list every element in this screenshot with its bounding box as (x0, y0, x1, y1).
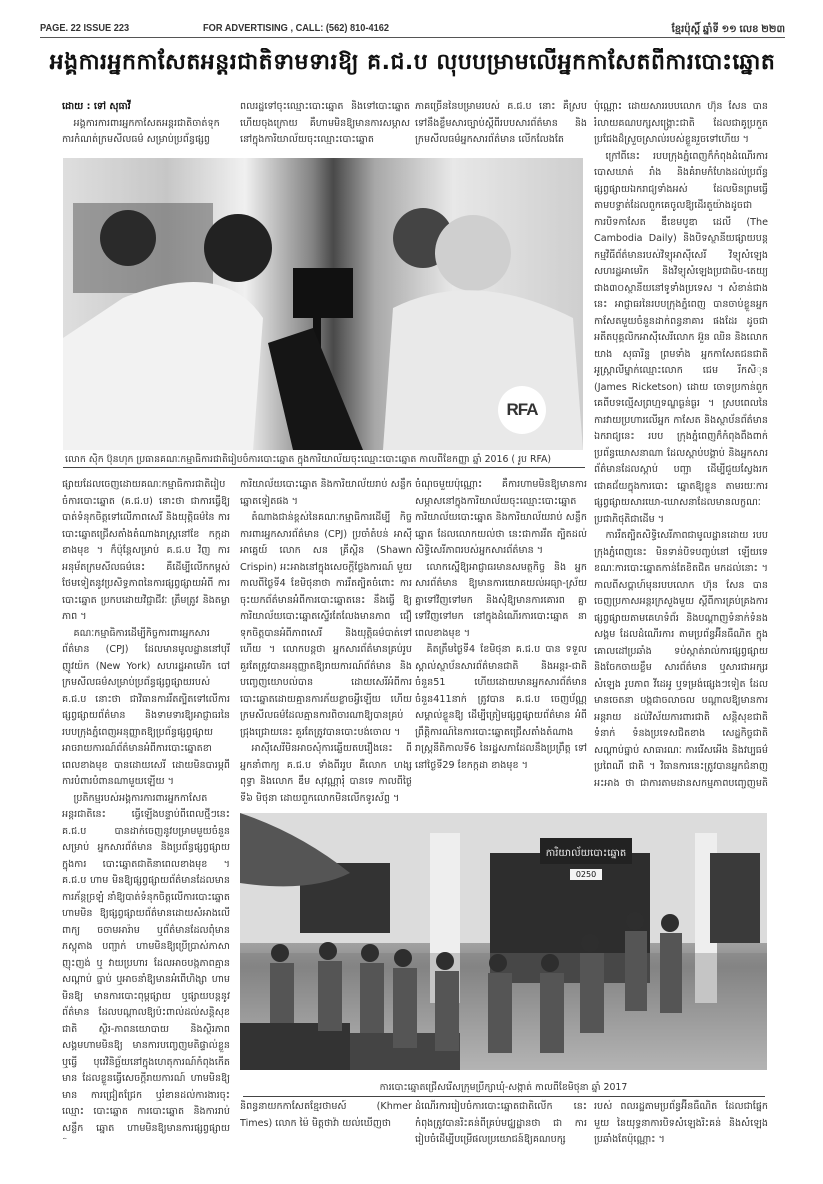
polling-sign-number: 0250 (575, 870, 597, 879)
caption-rule (63, 467, 585, 468)
paragraph: ប៉ុណ្ណោះ ដោយសាររបបលោក ហ៊ុន សែន បាន រំលាយគណបក្សសង្គ្រោះជាតិ ដែលជាគូប្រកួត ប្រជែងដ៏ស្រួចស្រាល់របស់ខ្លួនរួចទៅហើយ ។ (594, 101, 768, 145)
paragraph: ក្រៅពីនេះ របបក្រុងភ្នំពេញក៏កំពុងដំណើរការ បោសឃាត់ រាំង និងគំរាមកំហែងដល់ប្រព័ន្ធផ្សព្វផ្សាយឯករាជ្យទាំងអស់ ដែលមិនព្រមធ្វើតាមបទ្ចាត់ដែលពួកគេចូលឱ្យដើរតួយ៉ាងដូចជា ការបិទកាសែត ឌឹខេមបូឌា ដេលី (The Cambodia Daily) និងបិទស្ថានីយផ្សាយបន្ត កម្មវិធីព័ត៌មានរបស់វិទ្យុអាស៊ីសេរី វិទ្យុសំឡេង សហរដ្ឋអាមេរិក និងវិទ្យុសំឡេងប្រជាធិប-តេយ្យជាង៣០ស្ថានីយនៅទូទាំងប្រទេស ។ សំខាន់ជាងនេះ អាជ្ញាធរនៃរបបក្រុងភ្នំពេញ បានចាប់ខ្លួនអ្នកកាសែតមួយចំនួនដាក់ពន្ធនាគារ ផងដែរ ដូចជា អតីតបុគ្គលិកអាស៊ីសេរីលោក អ៊ួន ឈិន និងលោក យាង សុធារិន្ទ ព្រមទាំង អ្នកកាសែតជនជាតិអូស្ត្រាលីម្នាក់ឈ្មោះលោក ជេម រីកសិុន (James Ricketson) ដោយ ចោទប្រកាន់ពួកគេពីបទល្មើសព្រហ្មទណ្ឌធ្ងន់ធ្ងរ ។ ស្របពេលនៃការវាយប្រហារលើអ្នក កាសែត និងស្ថាប័នព័ត៌មានឯករាជ្យនេះ របប ក្រុងភ្នំពេញក៏កំពុងពឹងពាក់ប្រព័ន្ធឃោសនាណា ដែលស្តាប់បង្គាប់ និងអ្នកសារព័ត៌មានដែលស្តាប់ បញ្ជា ដើម្បីជួយស្វែងរកជោគជ័យក្នុងការបោះ ឆ្នោតឱ្យខ្លួន តាមរយៈការផ្សព្វផ្សាយសារឃោ-ឃោសនាដែលមានលក្ខណៈប្រជាភិថុតិជាដើម ។ (594, 150, 768, 525)
paragraph: ការិយាល័យបោះឆ្នោត និងការិយាល័យរាប់ សន្លឹកឆ្នោតទៀតផង ។ (240, 479, 412, 507)
page-header (40, 22, 785, 38)
column-1-top (62, 99, 230, 149)
photo-polling-station (240, 813, 767, 1070)
rfa-watermark: RFA (498, 386, 546, 434)
column-4-flow (594, 99, 768, 792)
paragraph: ដំណើរការរៀបចំការបោះឆ្នោតជាតិលើក នេះ កំពុងត្រូវបានរិះគន់ពីគ្រប់មជ្ឈដ្ឋានថា ជា ការរៀបចំដើម្បីបម្រើផលប្រយោជន៍ឱ្យគណបក្ស (415, 1101, 587, 1145)
paragraph: គិតត្រឹមថ្ងៃទី4 ខែមិថុនា គ.ជ.ប បាន ទទួលស្គាល់ស្ថាប័នសារព័ត៌មានជាតិ និងអន្តរ-ជាតិចំនួន51 ហើយដោយមានអ្នកសារព័ត៌មាន ចំនួន411នាក់ ត្រូវបាន គ.ជ.ប ចេញប័ណ្ណ សម្គាល់ខ្លួនឱ្យ ដើម្បីត្រៀមផ្សព្វផ្សាយព័ត៌មាន អំពីព្រឹត្តិការណ៍នៃការបោះឆ្នោតជ្រើសតាំងតំណាង រាស្ត្រនីតិកាលទី6 នៃរដ្ឋសភាដែលនឹងប្រព្រឹត្ត ទៅនៅថ្ងៃទី29 ខែកក្កដា ខាងមុខ ។ (415, 644, 587, 771)
column-1-bottom (62, 477, 230, 1139)
column-4-continued (594, 1099, 768, 1181)
column-2-continued (240, 1099, 412, 1149)
column-3-bottom (415, 477, 587, 807)
paragraph: ប្រតិកម្មរបស់អង្គការការពារអ្នកកាសែត អន្តរជាតិនេះ ធ្វើឡើងបន្ទាប់ពីពេលថ្មីៗនេះ គ.ជ.ប បានដាក់ចេញនូវបម្រាមមួយចំនួនសម្រាប់ អ្នកសារព័ត៌មាន និងប្រព័ន្ធផ្សព្វផ្សាយក្នុងការ បោះឆ្នោតជាតិនាពេលខាងមុខ ។ គ.ជ.ប ហាម មិនឱ្យផ្សព្វផ្សាយព័ត៌មានដែលមានការភ័ន្តច្រឡំ នាំឱ្យបាត់ទំនុកចិត្តលើការបោះឆ្នោត ហាមមិន ឱ្យផ្សព្វផ្សាយព័ត៌មានដោយសំអាងលើពាក្យ ចចាមអារ៉ាម ឬព័ត៌មានដែលពុំមានភស្តុតាង បញ្ជាក់ ហាមមិនឱ្យប្រើប្រាស់ភាសាញុះញង់ ឬ វាយប្រហារ ដែលអាចបង្កភាពគ្មានសណ្តាប់ ធ្នាប់ ឬអាចនាំឱ្យមានអំពើហិង្សា ហាមមិនឱ្យ មានការបោះពុម្ពផ្សាយ ឬផ្សាយបន្តនូវព័ត៌មាន ដែលបណ្តាលឱ្យប៉ះពាល់ដល់សន្តិសុខជាតិ ស្ថិរ-ភាពនយោបាយ និងស្ថិរភាពសង្គមហាមមិនឱ្យ មានការបញ្ចេញមតិផ្ទាល់ខ្លួន ឬធ្វើ បុរេវិនិច្ឆ័យនៅក្នុងហេតុការណ៍កំពុងកើតមាន ដែលខ្លួនធ្វើសេចក្តីរាយការណ៍ ហាមមិនឱ្យមាន ការជ្រៀតជ្រែក ឬរំខានដល់ការងារចុះឈ្មោះ បោះឆ្នោត ការបោះឆ្នោត និងការរាប់សន្លឹក ឆ្នោត ហាមមិនឱ្យមានការផ្សព្វផ្សាយ (62, 792, 230, 1134)
paragraph: គណៈកម្មាធិការដើម្បីកិច្ចការពារអ្នកសារ ព័ត៌មាន (CPJ) ដែលមានមូលដ្ឋាននៅបុរី ញូវយ៉ក (New York) សហរដ្ឋអាមេរិក បៅ ក្រមសីលធម៌សម្រាប់ប្រព័ន្ធផ្សព្វផ្សាយរបស់ គ.ជ.ប នោះថា ជាវិធានការរឹតត្បិតទៅលើការ ផ្សព្វផ្សាយព័ត៌មាន និងទាមទារឱ្យអាជ្ញាធរនៃ របបក្រុងភ្នំពេញអនុញ្ញាតឱ្យប្រព័ន្ធផ្សព្វផ្សាយ អាចរាយការណ៍ព័ត៌មានអំពីការបោះឆ្នោតខា ពេលខាងមុខ បានដោយសេរី ដោយមិនបារម្ភពី ការបំពារបំពានណាមួយឡើយ ។ (62, 627, 230, 787)
masthead: ខ្មែរប៉ុស្តិ៍ ឆ្នាំទី ១១ លេខ ២២៣ (671, 24, 785, 35)
column-2-bottom (240, 477, 412, 807)
headline: អង្គការអ្នកកាសែតអន្តរជាតិទាមទារឱ្យ គ.ជ.ប លុបបម្រាមលើអ្នកកាសែតពីការបោះឆ្នោត (49, 50, 776, 75)
paragraph: ចំណុចមួយប៉ុណ្ណោះ គឺការហាមមិនឱ្យមានការ សម្ភាសនៅក្នុងការិយាល័យចុះឈ្មោះបោះឆ្នោត ការិយាល័យបោះឆ្នោត និងការិយាល័យរាប់ សន្លឹកឆ្នោត ដែលលោកយល់ថា នេះជាការរឹត ត្បិតដល់សិទ្ធិសេរីភាពរបស់អ្នកសារព័ត៌មាន ។ (415, 479, 587, 556)
page-issue: PAGE. 22 ISSUE 223 (40, 22, 130, 34)
paragraph: តំណាងជាន់ខ្ពស់នៃគណៈកម្មាធិការដើម្បី កិច្ចការពារអ្នកសារព័ត៌មាន (CPJ) ប្រចាំតំបន់ អាស៊ីអាគ្នេយ៍ លោក សន គ្រីស្ពិន (Shawn Crispin) អះអាងនៅក្នុងសេចក្តីថ្លែងការណ៍ មួយកាលពីថ្ងៃទី4 ខែមិថុនាថា ការរឹតត្បិតចំពោះ ការចុះយកព័ត៌មានអំពីការបោះឆ្នោតនេះ នឹងធ្វើ ឱ្យការិយាល័យបោះឆ្នោតស្ទើរតែលែងមានភាព ជឿទុកចិត្តបានអំពីភាពសេរី និងយុត្តិធម៌បាត់ទៅ ហើយ ។ លោកបន្តថា អ្នកសារព័ត៌មានគ្រប់រូប គួរតែត្រូវបានអនុញ្ញាតឱ្យរាយការណ៍ព័ត៌មាន និងបញ្ចេញយោបល់បាន ដោយសេរីអំពីការ បោះឆ្នោតដោយគ្មានការភ័យខ្លាចអ្វីឡើយ ហើយ ក្រមសីលធម៌ដែលគ្មានការពិចារណាឱ្យបានគ្រប់ ជ្រុងជ្រោយនេះ គួរតែត្រូវបានបោះបង់ចោល ។ (240, 512, 412, 738)
paragraph: របស់ ពលរដ្ឋតាមប្រព័ន្ធអ៊ីនធឺណិត ដែលជាផ្នែកមួយ នៃយុទ្ធនាការបិទសំឡេងរិះគន់ និងសំឡេង ប្រឆាំងតែប៉ុណ្ណោះ ។ (594, 1101, 768, 1145)
photo-caption: លោក ស៊ិក ប៊ុនហុក ប្រធានគណៈកម្មាធិការជាតិរៀបចំការបោះឆ្នោត ក្នុងការិយាល័យចុះឈ្មោះបោះឆ្នោត កាលពីខែកញ្ញា ឆ្នាំ 2016 ( រូប RFA) (65, 454, 552, 465)
paragraph: ភាគច្រើននៃបម្រាមរបស់ គ.ជ.ប នោះ គឺស្រប ទៅនឹងខ្លឹមសារច្បាប់ស្តីពីរបបសារព័ត៌មាន និង ក្រមសីលធម៌អ្នកសារព័ត៌មាន លើកលែងតែ (415, 101, 587, 145)
paragraph: លោកស្នើឱ្យអាជ្ញាធរមានសមត្ថកិច្ច និង អ្នកសារព័ត៌មាន ឱ្យមានការយោគយល់អធ្យា-ស្រ័យគ្នាទៅវិញទៅមក និងសុំឱ្យមានការគោរព គ្នាទៅវិញទៅមក នៅក្នុងដំណើរការបោះឆ្នោត នាពេលខាងមុខ ។ (415, 561, 587, 639)
paragraph: ការរឹតត្បិតសិទ្ធិសេរីភាពជាមូលដ្ឋានដោយ របបក្រុងភ្នំពេញនេះ មិនទាន់បិទបញ្ចប់នៅ ឡើយទេ ខណៈការបោះឆ្នោតកាន់តែខិតជិត មកដល់នោះ ។ កាលពីសប្តាហ៍មុនរបបលោក ហ៊ុន សែន បានចេញប្រកាសអន្តរក្រសួងមួយ ស្តីពីការគ្រប់គ្រងការផ្សព្វផ្សាយតាមគេហទំព័រ និងបណ្តាញទំនាក់ទំនងសង្គម ដែលដំណើរការ តាមប្រព័ន្ធអ៊ីនធឺណិត ក្នុងគោលដៅប្រឆាំង ទប់ស្កាត់រាល់ការផ្សព្វផ្សាយ និងចែកចាយខ្លឹម សារព័ត៌មាន ឬសារជាអក្សរ សំឡេង រូបភាព វីដេអូ ឬទម្រង់ផ្សេងៗទៀត ដែលមានចេតនា បង្កជាចលាចល បណ្តាលឱ្យមានការអន្តរាយ ដល់វិស័យការពារជាតិ សន្តិសុខជាតិ ទំនាក់ ទំនងប្រទេសជិតខាង សេដ្ឋកិច្ចជាតិ សណ្តាប់ធ្នាប់ សាធារណៈ ការរើសអើង និងវប្បធម៌ ប្រពៃណី ជាតិ ។ វិធានការនេះត្រូវបានអ្នកជំនាញអះអាង ថា ជាការតាមដានសកម្មភាពបញ្ចេញមតិ (594, 530, 768, 789)
polling-sign: ការិយាល័យបោះឆ្នោត (545, 848, 627, 859)
paragraph: ពលរដ្ឋទៅចុះឈ្មោះបោះឆ្នោត និងទៅបោះឆ្នោត ហើយចុងក្រោយ គឺហាមមិនឱ្យមានការសម្ភាសនៅក្នុងការិយាល័យចុះឈ្មោះបោះឆ្នោត (240, 101, 410, 145)
photo-illustration (240, 813, 767, 1070)
column-4-flow (594, 1099, 768, 1149)
column-4 (594, 99, 768, 792)
column-2-top (240, 99, 410, 149)
byline: ដោយ : ទៅ សុធាវី (62, 101, 131, 112)
photo-election-committee (63, 158, 583, 450)
paragraph: ផ្សាយដែលចេញដោយគណៈកម្មាធិការជាតិរៀប ចំការបោះឆ្នោត (គ.ជ.ប) នោះថា ជាការធ្វើឱ្យ បាត់ទំនុកចិត្តទៅលើភាពសេរី និងយុត្តិធម៌នៃ ការបោះឆ្នោតជ្រើសតាំងតំណាងរាស្ត្រនៅខែ កក្កដាខាងមុខ ។ ក៏ប៉ុន្តែសម្រាប់ គ.ជ.ប វិញ ការអនុម័តក្រមសីលធម៌នេះ គឺដើម្បីលើកកម្ពស់ ថែមទៀតនូវប្រសិទ្ធភាពនៃការផ្សព្វផ្សាយអំពី ការបោះឆ្នោត ប្រកបដោយវិជ្ជាជីវៈ ត្រឹមត្រូវ និងតម្លាភាព ។ (62, 479, 230, 622)
paragraph: និពន្ធនាយកកាសែតខ្មែរថាមស៍ (Khmer Times) លោក ម៉ៃ មិត្តថាវ៉ា យល់ឃើញថា (240, 1101, 412, 1129)
paragraph: អាស៊ីសេរីមិនអាចសុំការឆ្លើយតបរឿងនេះ ពីអ្នកនាំពាក្យ គ.ជ.ប ទាំងពីររូប គឺលោក ហង្ស ពុទ្ធា និងលោក ឌឹម សុវណ្ណារុំ បានទេ កាលពីថ្ងៃ ទី៦ មិថុនា ដោយពួកលោកមិនលើកទូរស័ព្ទ ។ (240, 743, 412, 804)
header-rule (40, 37, 785, 38)
column-3-continued (415, 1099, 587, 1149)
photo-caption: ការបោះឆ្នោតជ្រើសរើសក្រុមប្រឹក្សាឃុំ-សង្កាត់ កាលពីខែមិថុនា ឆ្នាំ 2017 (379, 1082, 628, 1093)
caption-rule (243, 1096, 765, 1097)
paragraph: អង្គការការពារអ្នកកាសែតអន្តរជាតិចាត់ទុកការកំណត់ក្រមសីលធម៌ សម្រាប់ប្រព័ន្ធផ្សព្វ (62, 117, 220, 145)
advertising-line: FOR ADVERTISING , CALL: (562) 810-4162 (203, 22, 390, 34)
column-3-top (415, 99, 587, 149)
